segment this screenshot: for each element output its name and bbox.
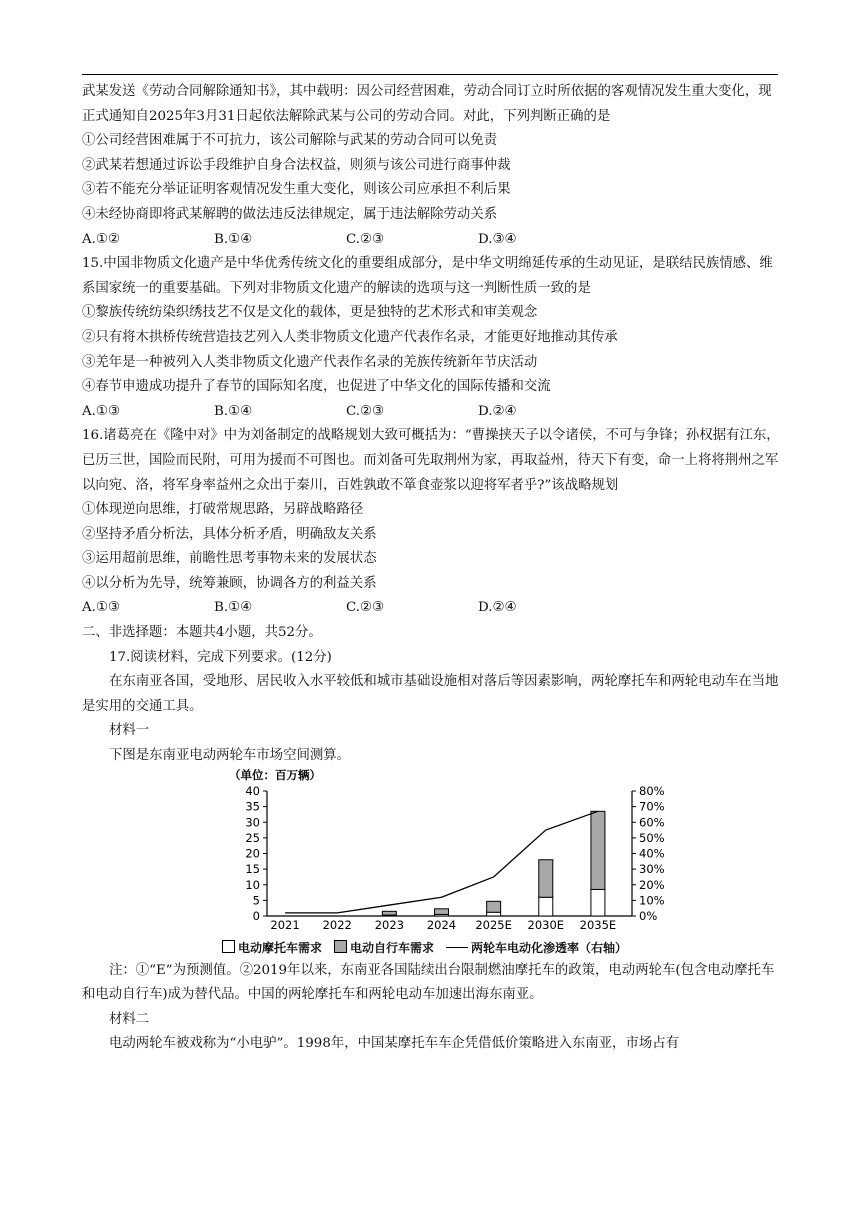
chart-legend <box>222 936 627 961</box>
legend-item-bicycle <box>334 936 434 961</box>
q14-item-3: ③若不能充分举证证明客观情况发生重大变化，则该公司应承担不利后果 <box>82 182 511 198</box>
bar-bicycle <box>435 908 449 914</box>
left-tick-label: 20 <box>245 846 260 861</box>
x-tick-label: 2025E <box>475 917 512 932</box>
chart-svg <box>82 769 782 934</box>
right-tick-label: 10% <box>639 893 665 907</box>
material-2-label: 材料二 <box>109 1011 150 1027</box>
left-tick-label: 0 <box>252 908 260 923</box>
legend-swatch-gray <box>334 940 347 953</box>
q16-option-c[interactable]: C.②③ <box>346 600 385 616</box>
q15-stem: 15.中国非物质文化遗产是中华优秀传统文化的重要组成部分，是中华文明绵延传承的生动见证，是联结民族情感、维系国家统一的重要基础。下列对非物质文化遗产的解读的选项与这一判断性质一致的是 <box>82 256 773 296</box>
right-tick-label: 60% <box>639 814 665 829</box>
q15-item-1: ①黎族传统纺染织绣技艺不仅是文化的载体，更是独特的艺术形式和审美观念 <box>82 305 538 321</box>
q15-item-2: ②只有将木拱桥传统营造技艺列入人类非物质文化遗产代表作名录，才能更好地推动其传承 <box>82 329 618 345</box>
right-tick-label: 40% <box>639 846 665 861</box>
q16-item-3: ③运用超前思维，前瞻性思考事物未来的发展状态 <box>82 551 377 567</box>
q15-options <box>82 400 782 425</box>
q14-stem: 武某发送《劳动合同解除通知书》，其中载明：因公司经营困难，劳动合同订立时所依据的客观情况发生重大变化，现正式通知自2025年3月31日起依法解除武某与公司的劳动合同。对此，下列判断正确的是 <box>82 84 772 124</box>
left-tick-label: 35 <box>245 799 260 814</box>
q16-options <box>82 596 782 621</box>
q15-option-d[interactable]: D.②④ <box>478 403 517 419</box>
q14-option-a[interactable]: A.①② <box>82 231 120 247</box>
q15-option-c[interactable]: C.②③ <box>346 403 385 419</box>
legend-item-penetration <box>446 936 627 961</box>
right-tick-label: 0% <box>639 908 658 923</box>
x-tick-label: 2024 <box>426 917 457 932</box>
legend-item-motorcycle <box>222 936 322 961</box>
x-tick-label: 2022 <box>322 917 352 932</box>
x-tick-label: 2023 <box>374 917 404 932</box>
bar-bicycle <box>382 911 396 915</box>
legend-line <box>446 947 468 948</box>
q14-options <box>82 228 782 253</box>
left-tick-label: 5 <box>252 893 260 907</box>
exam-page <box>82 80 782 1057</box>
x-tick-label: 2021 <box>270 917 300 932</box>
market-chart <box>82 769 782 959</box>
q14-item-1: ①公司经营困难属于不可抗力，该公司解除与武某的劳动合同可以免责 <box>82 133 498 149</box>
q15-option-a[interactable]: A.①③ <box>82 403 120 419</box>
q17-intro: 在东南亚各国，受地形、居民收入水平较低和城市基础设施相对落后等因素影响，两轮摩托车和两轮电动车在当地是实用的交通工具。 <box>82 674 779 714</box>
q17-title: 17.阅读材料，完成下列要求。(12分) <box>109 649 332 665</box>
q15-option-b[interactable]: B.①④ <box>214 403 253 419</box>
chart-note: 注：①“E”为预测值。②2019年以来，东南亚各国陆续出台限制燃油摩托车的政策，电动两轮车(包含电动摩托车和电动自行车)成为替代品。中国的两轮摩托车和两轮电动车加速出海东南亚。 <box>82 962 775 1003</box>
bar-motorcycle <box>591 889 605 916</box>
bar-bicycle <box>591 811 605 889</box>
q14-option-d[interactable]: D.③④ <box>478 231 517 247</box>
q16-option-d[interactable]: D.②④ <box>478 600 517 616</box>
legend-swatch-white <box>222 940 235 953</box>
q14-item-4: ④未经协商即将武某解聘的做法违反法律规定，属于违法解除劳动关系 <box>82 206 498 222</box>
legend-label-motorcycle: 电动摩托车需求 <box>238 940 323 955</box>
right-tick-label: 20% <box>639 877 665 892</box>
left-tick-label: 10 <box>245 877 260 892</box>
q16-option-a[interactable]: A.①③ <box>82 600 120 616</box>
right-tick-label: 30% <box>639 861 665 876</box>
q16-item-2: ②坚持矛盾分析法，具体分析矛盾，明确敌友关系 <box>82 526 377 542</box>
section-heading: 二、非选择题：本题共4小题，共52分。 <box>82 625 322 641</box>
left-tick-label: 30 <box>245 814 260 829</box>
left-tick-label: 15 <box>245 861 260 876</box>
bar-motorcycle <box>539 897 553 916</box>
bar-bicycle <box>487 901 501 912</box>
q14-option-b[interactable]: B.①④ <box>214 231 253 247</box>
material-1-label: 材料一 <box>109 723 150 739</box>
q16-option-b[interactable]: B.①④ <box>214 600 253 616</box>
right-tick-label: 70% <box>639 799 665 814</box>
top-rule <box>82 74 778 75</box>
q16-item-4: ④以分析为先导，统筹兼顾，协调各方的利益关系 <box>82 575 377 591</box>
material-1-text: 下图是东南亚电动两轮车市场空间测算。 <box>109 748 351 764</box>
x-tick-label: 2035E <box>579 917 617 932</box>
q14-item-2: ②武某若想通过诉讼手段维护自身合法权益，则须与该公司进行商事仲裁 <box>82 157 511 173</box>
right-tick-label: 50% <box>639 830 665 845</box>
q16-stem: 16.诸葛亮在《隆中对》中为刘备制定的战略规划大致可概括为：“曹操挟天子以令诸侯，不可与争锋；孙权据有江东，已历三世，国险而民附，可用为援而不可图也。而刘备可先取荆州为家，再取益州，待天下有变，命一上将将荆州之军以向宛、洛，将军身率益州之众出于秦川，百姓孰敢不箪食壶浆以迎将军者乎?”该战略规划 <box>82 428 780 493</box>
q14-option-c[interactable]: C.②③ <box>346 231 385 247</box>
chart-unit-label: （单位：百万辆） <box>229 768 321 782</box>
left-tick-label: 25 <box>245 830 260 845</box>
material-2-text: 电动两轮车被戏称为“小电驴”。1998年，中国某摩托车车企凭借低价策略进入东南亚，市场占有 <box>109 1036 680 1052</box>
bar-bicycle <box>539 859 553 897</box>
q16-item-1: ①体现逆向思维，打破常规思路，另辟战略路径 <box>82 502 364 518</box>
q15-item-4: ④春节申遗成功提升了春节的国际知名度，也促进了中华文化的国际传播和交流 <box>82 379 551 395</box>
x-tick-label: 2030E <box>527 917 565 932</box>
legend-label-penetration: 两轮车电动化渗透率（右轴） <box>471 940 628 955</box>
legend-label-bicycle: 电动自行车需求 <box>350 940 435 955</box>
right-tick-label: 80% <box>639 783 665 798</box>
bar-motorcycle <box>487 912 501 916</box>
q15-item-3: ③羌年是一种被列入人类非物质文化遗产代表作名录的羌族传统新年节庆活动 <box>82 354 538 370</box>
left-tick-label: 40 <box>245 783 260 798</box>
